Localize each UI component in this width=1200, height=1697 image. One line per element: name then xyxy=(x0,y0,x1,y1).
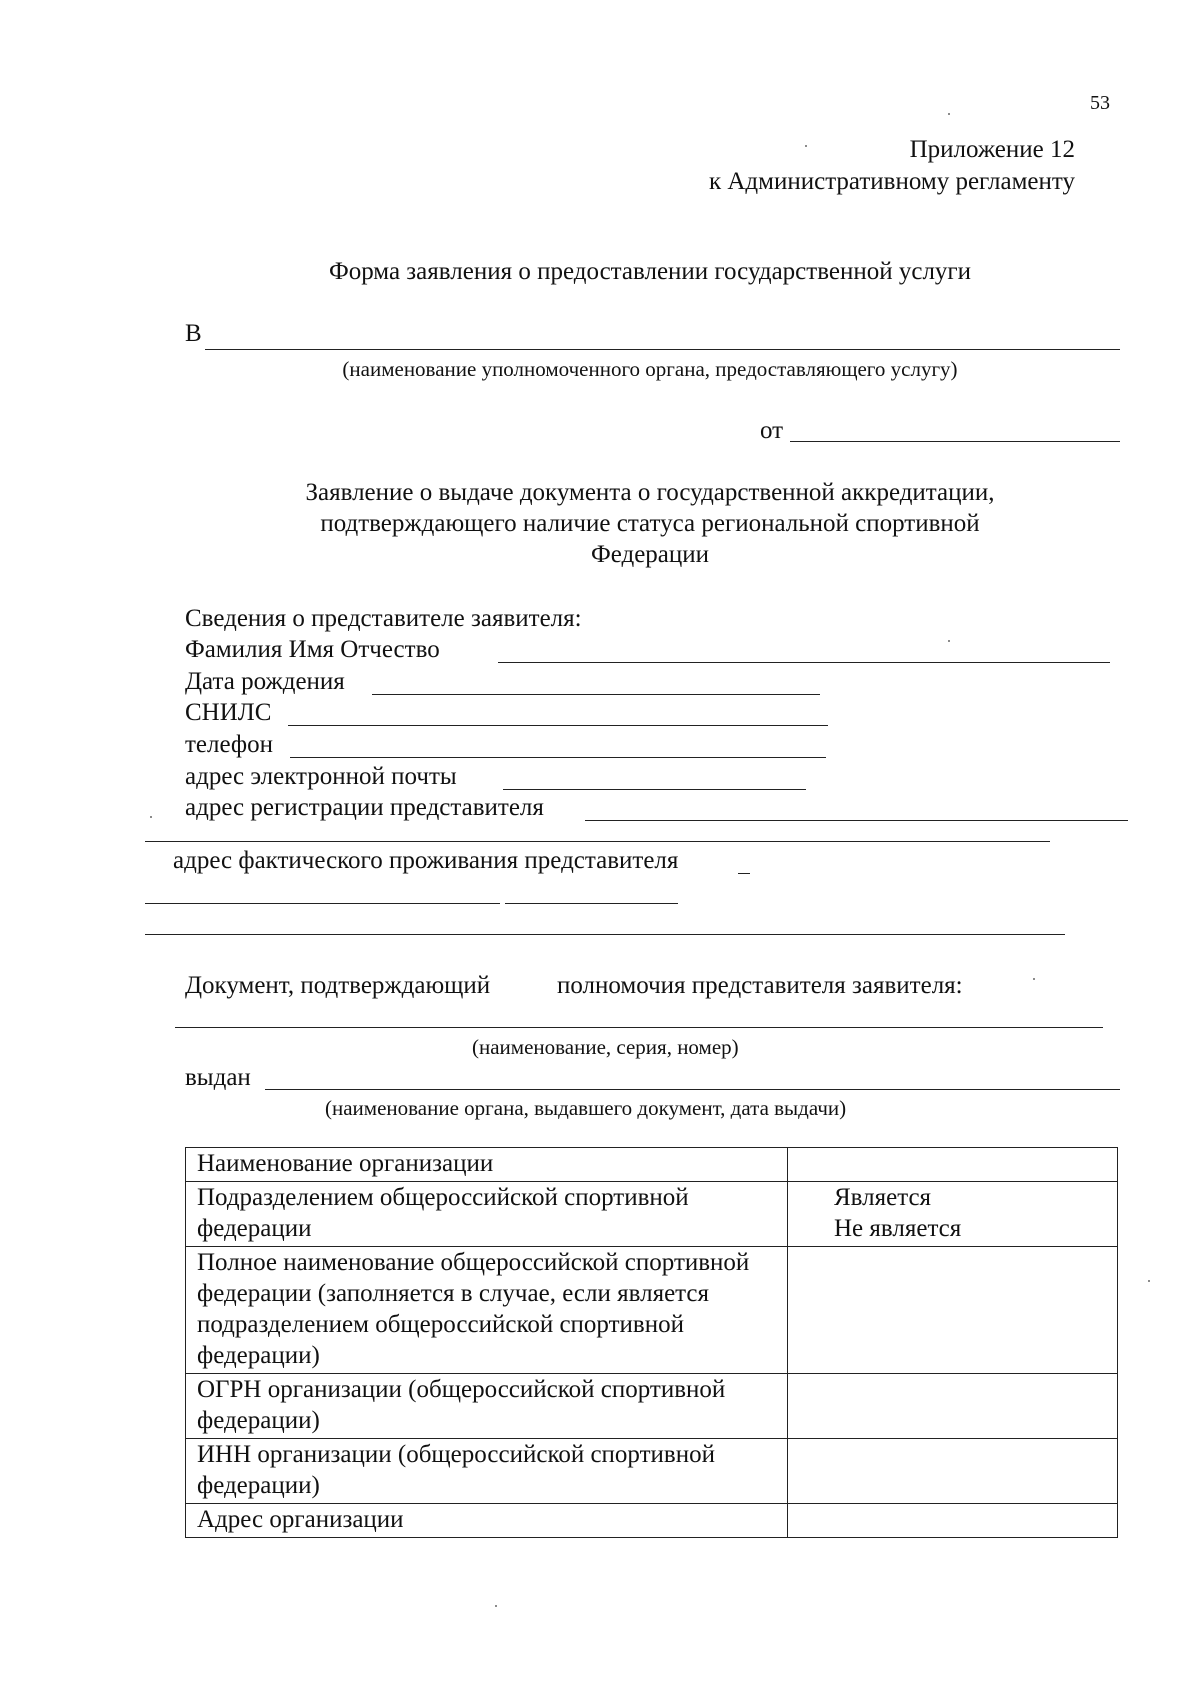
table-cell-label: Наименование организации xyxy=(186,1148,788,1182)
appendix-reference: к Административному регламенту xyxy=(708,168,1075,195)
actual-address-field-line2a[interactable] xyxy=(145,903,500,904)
table-row xyxy=(186,1504,1118,1538)
email-label: адрес электронной почты xyxy=(185,763,457,790)
actual-address-field[interactable] xyxy=(738,873,750,874)
table-cell-value[interactable] xyxy=(788,1148,1118,1182)
page-number: 53 xyxy=(1090,92,1110,114)
option-is[interactable]: Является xyxy=(834,1184,932,1211)
birth-date-field[interactable] xyxy=(372,694,820,695)
snils-label: СНИЛС xyxy=(185,699,272,726)
option-is-not[interactable]: Не является xyxy=(834,1215,962,1242)
from-field[interactable] xyxy=(790,441,1120,442)
authority-document-field[interactable] xyxy=(175,1027,1103,1028)
email-field[interactable] xyxy=(503,789,806,790)
representative-heading: Сведения о представителе заявителя: xyxy=(185,605,582,632)
birth-date-label: Дата рождения xyxy=(185,668,345,695)
phone-field[interactable] xyxy=(290,757,826,758)
from-label: от xyxy=(760,417,784,444)
scan-speck xyxy=(150,816,152,818)
table-cell-label: Адрес организации xyxy=(186,1504,788,1538)
phone-label: телефон xyxy=(185,731,273,758)
full-name-label: Фамилия Имя Отчество xyxy=(185,636,440,663)
organization-table xyxy=(185,1147,1118,1538)
table-cell-label: ОГРН организации (общероссийской спортивной федерации) xyxy=(186,1374,788,1439)
scan-speck xyxy=(495,1605,497,1607)
scan-speck xyxy=(805,145,807,147)
table-cell-value[interactable] xyxy=(788,1374,1118,1439)
table-row xyxy=(186,1247,1118,1374)
actual-address-label: адрес фактического проживания представителя xyxy=(173,847,679,874)
actual-address-field-line3[interactable] xyxy=(145,934,1065,935)
issued-field[interactable] xyxy=(265,1089,1120,1090)
reg-address-field-continued[interactable] xyxy=(145,841,1050,842)
table-row xyxy=(186,1182,1118,1247)
addressee-field[interactable] xyxy=(205,349,1120,350)
statement-title-line2: подтверждающего наличие статуса региональной спортивной xyxy=(320,510,980,537)
statement-title-line1: Заявление о выдаче документа о государственной аккредитации, xyxy=(305,479,995,506)
addressee-caption: (наименование уполномоченного органа, предоставляющего услугу) xyxy=(342,357,958,381)
issued-caption: (наименование органа, выдавшего документ, дата выдачи) xyxy=(325,1096,847,1120)
table-row xyxy=(186,1439,1118,1504)
scan-speck xyxy=(948,113,950,115)
issued-label: выдан xyxy=(185,1064,251,1091)
form-title: Форма заявления о предоставлении государственной услуги xyxy=(328,258,972,285)
authority-document-label-cont: полномочия представителя заявителя: xyxy=(557,972,963,999)
addressee-prefix: В xyxy=(185,320,202,347)
reg-address-field[interactable] xyxy=(585,820,1128,821)
table-cell-options xyxy=(788,1182,1118,1247)
authority-document-label: Документ, подтверждающий xyxy=(185,972,491,999)
actual-address-field-line2b[interactable] xyxy=(505,903,678,904)
table-cell-label: ИНН организации (общероссийской спортивной федерации) xyxy=(186,1439,788,1504)
scan-speck xyxy=(948,640,950,642)
appendix-number: Приложение 12 xyxy=(909,136,1075,163)
snils-field[interactable] xyxy=(288,725,828,726)
table-row xyxy=(186,1148,1118,1182)
table-cell-label: Подразделением общероссийской спортивной федерации xyxy=(186,1182,788,1247)
table-cell-value[interactable] xyxy=(788,1439,1118,1504)
table-cell-label: Полное наименование общероссийской спортивной федерации (заполняется в случае, если является подразделением общероссийской спортивной федерации) xyxy=(186,1247,788,1374)
table-row xyxy=(186,1374,1118,1439)
scan-speck xyxy=(1033,978,1035,980)
scan-speck xyxy=(1148,1280,1150,1282)
authority-document-caption: (наименование, серия, номер) xyxy=(472,1035,739,1059)
table-cell-value[interactable] xyxy=(788,1504,1118,1538)
reg-address-label: адрес регистрации представителя xyxy=(185,794,544,821)
full-name-field[interactable] xyxy=(498,662,1110,663)
table-cell-value[interactable] xyxy=(788,1247,1118,1374)
statement-title-line3: Федерации xyxy=(590,541,710,568)
